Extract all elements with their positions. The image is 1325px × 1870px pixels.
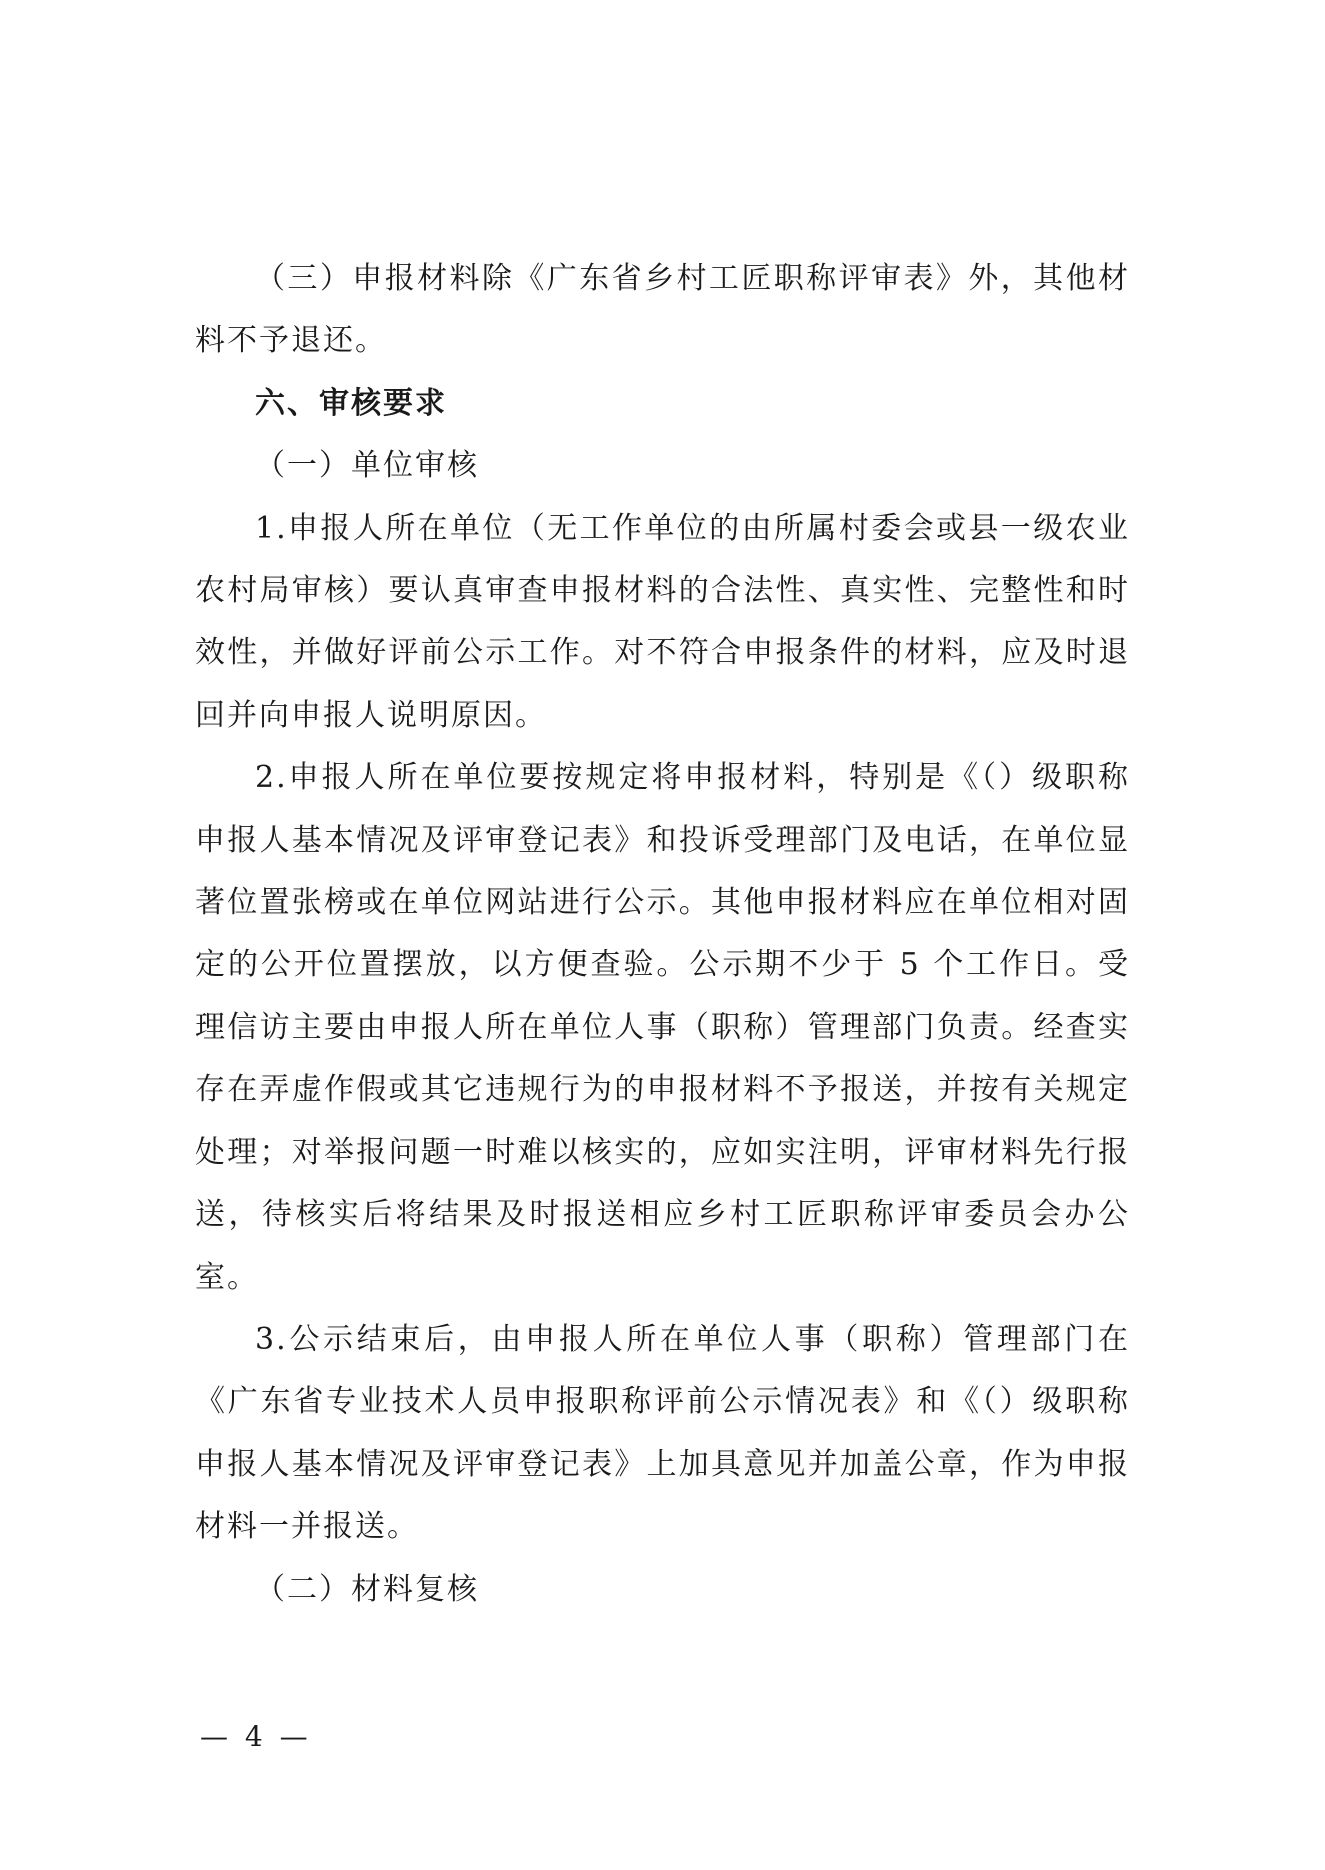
- section-heading-review-requirements: 六、审核要求: [255, 385, 447, 421]
- paragraph-item-2: 2.申报人所在单位要按规定将申报材料，特别是《（）级职称申报人基本情况及评审登记表》和投诉受理部门及电话，在单位显著位置张榜或在单位网站进行公示。其他申报材料应在单位相对固定的公开位置摆放，以方便查验。公示期不少于 5 个工作日。受理信访主要由申报人所在单位人事（职称）管理部门负责。经查实存在弄虚作假或其它违规行为的申报材料不予报送，并按有关规定处理；对举报问题一时难以核实的，应如实注明，评审材料先行报送，待核实后将结果及时报送相应乡村工匠职称评审委员会办公室。: [195, 760, 1130, 1295]
- subsection-heading-unit-review: （一）单位审核: [255, 448, 479, 484]
- subsection-heading-material-recheck: （二）材料复核: [255, 1571, 479, 1607]
- page-number: — 4 —: [200, 1720, 312, 1753]
- paragraph-item-3: 3.公示结束后，由申报人所在单位人事（职称）管理部门在《广东省专业技术人员申报职称评前公示情况表》和《（）级职称申报人基本情况及评审登记表》上加具意见并加盖公章，作为申报材料一并报送。: [195, 1321, 1130, 1545]
- paragraph-materials-not-returned: （三）申报材料除《广东省乡村工匠职称评审表》外，其他材料不予退还。: [195, 261, 1130, 359]
- paragraph-item-1: 1.申报人所在单位（无工作单位的由所属村委会或县一级农业农村局审核）要认真审查申报材料的合法性、真实性、完整性和时效性，并做好评前公示工作。对不符合申报条件的材料，应及时退回并向申报人说明原因。: [195, 510, 1130, 733]
- document-body: [195, 248, 1130, 1621]
